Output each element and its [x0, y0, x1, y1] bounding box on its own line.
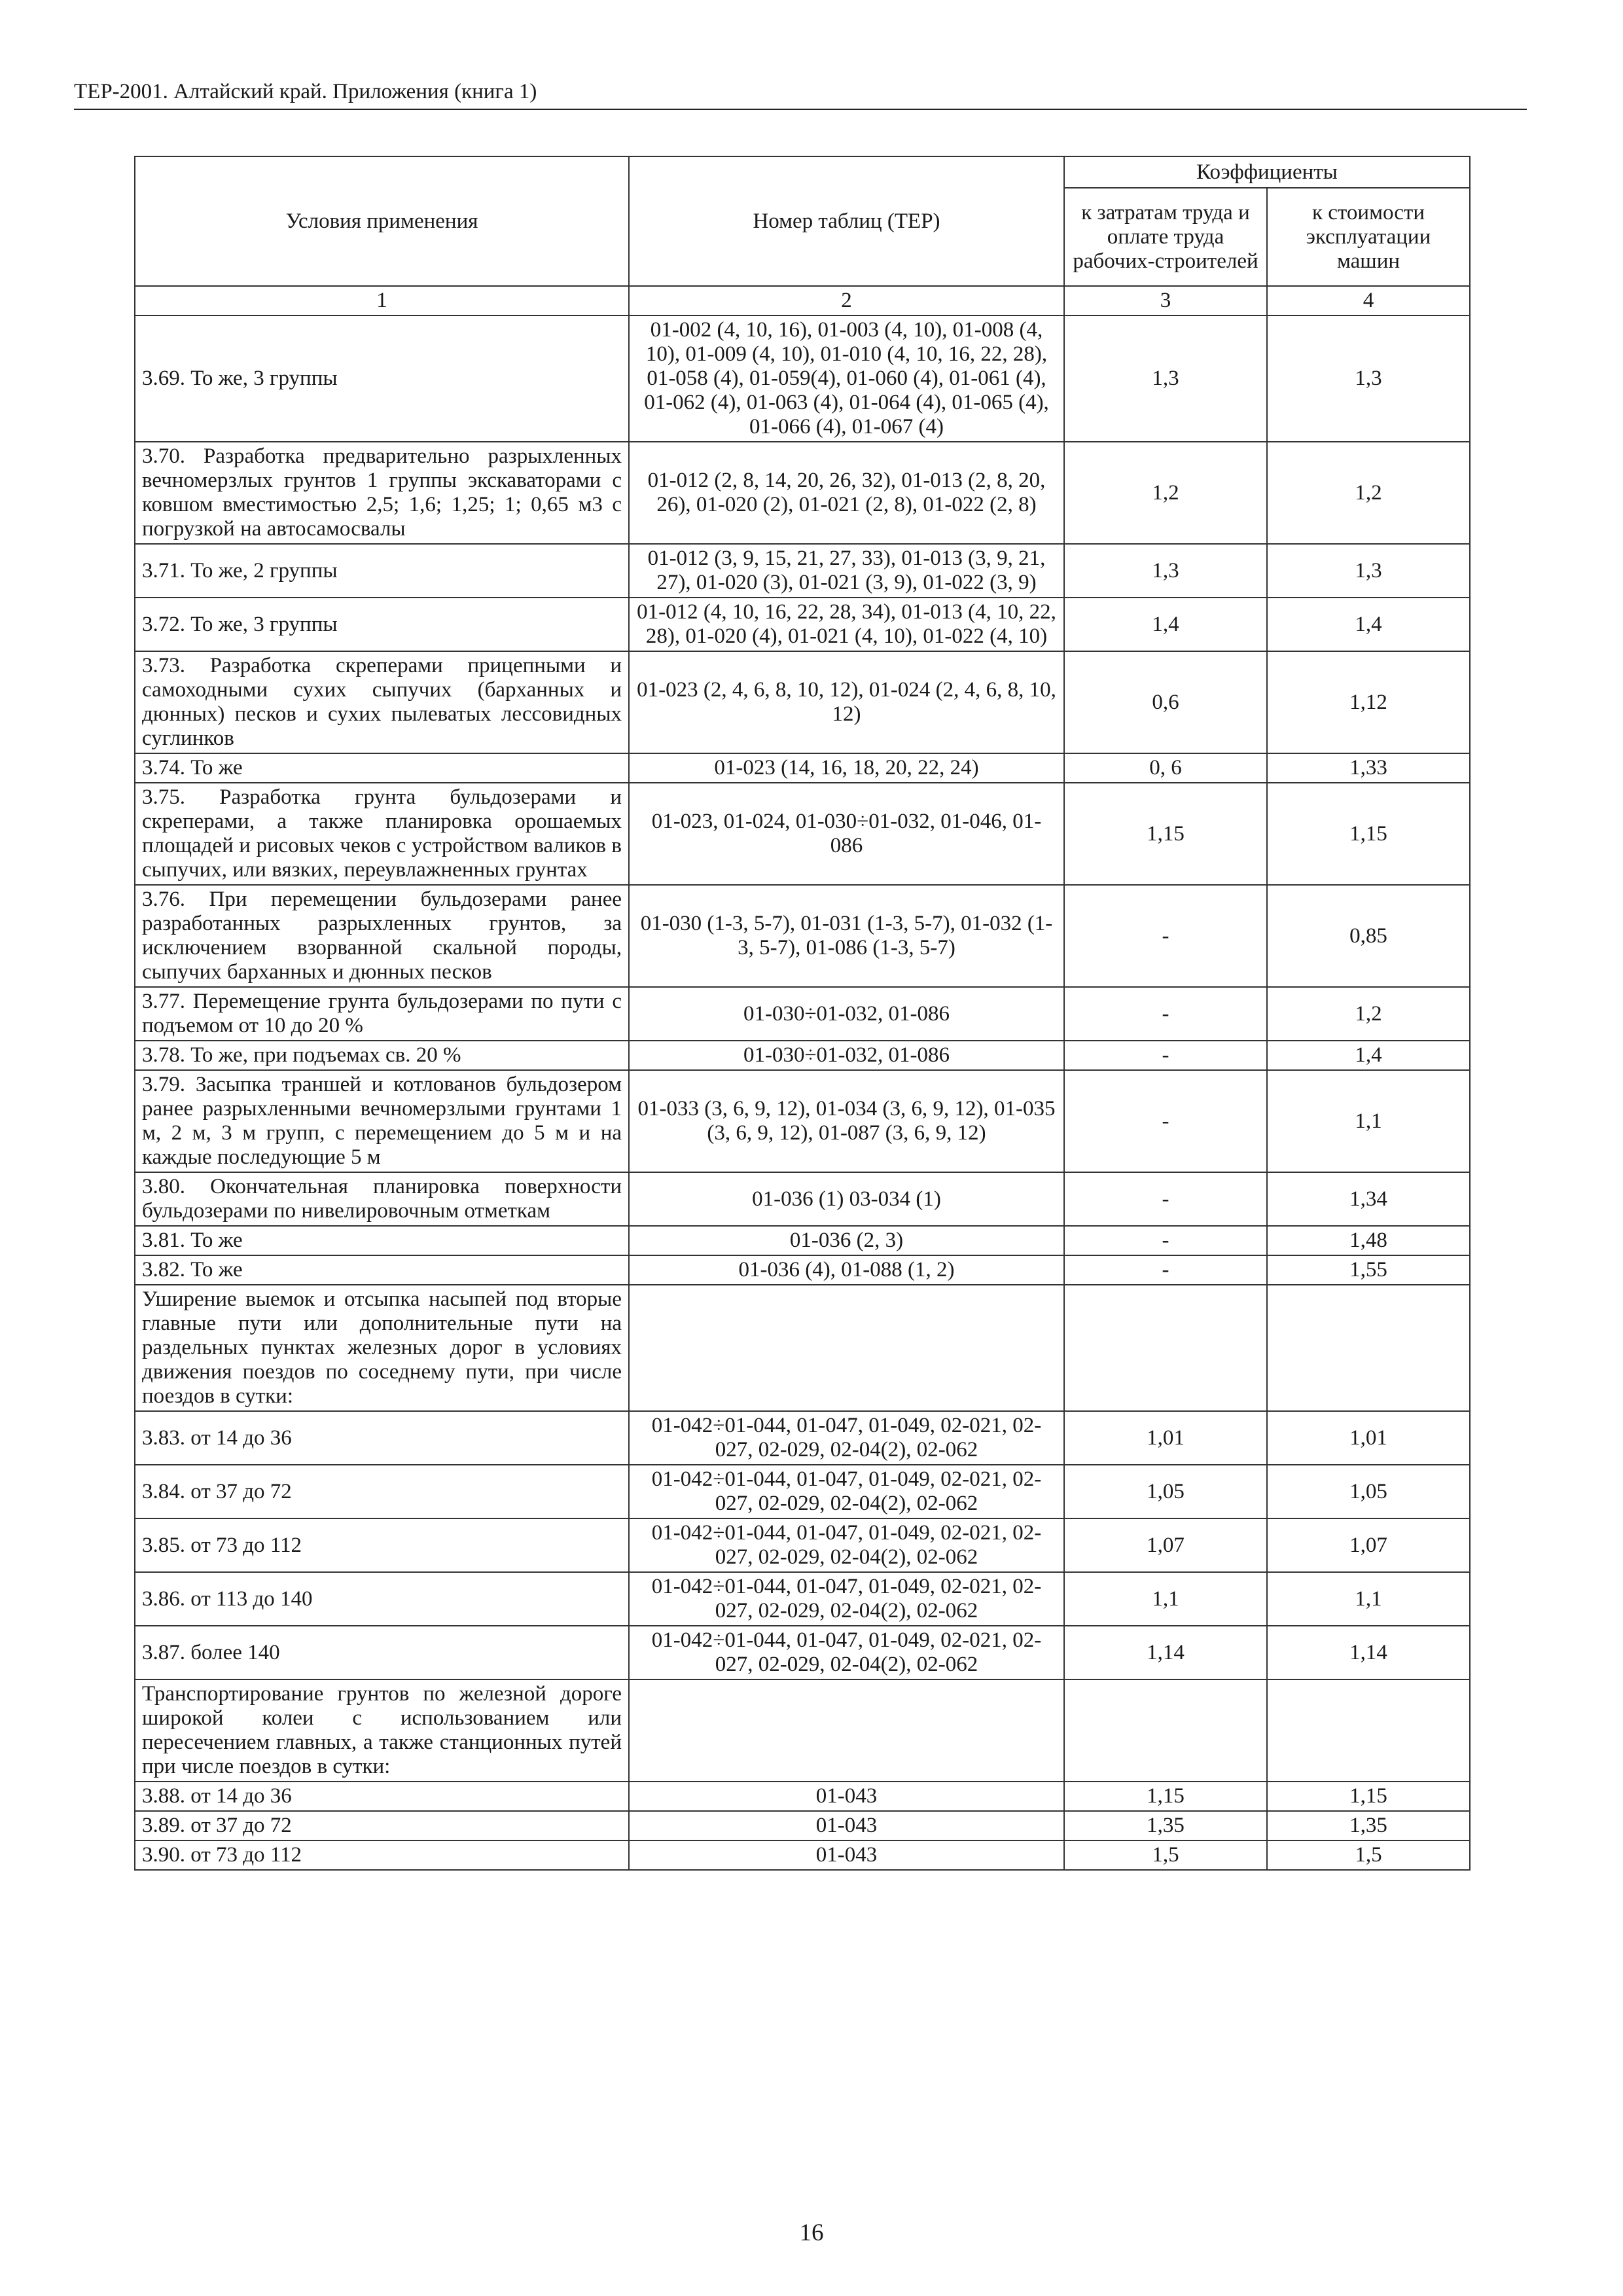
cell-condition: 3.79. Засыпка траншей и котлованов бульдозером ранее разрыхленными вечномерзлыми грунтами 1 м, 2 м, 3 м групп, с перемещением до 5 м и на каждые последующие 5 м — [135, 1070, 629, 1172]
cell-labor-coefficient: - — [1064, 1255, 1267, 1285]
cell-labor-coefficient: 1,15 — [1064, 783, 1267, 885]
table-row — [135, 1226, 1470, 1255]
cell-condition: 3.81. То же — [135, 1226, 629, 1255]
cell-labor-coefficient: 1,14 — [1064, 1626, 1267, 1679]
table-row — [135, 1782, 1470, 1811]
cell-machine-coefficient: 1,2 — [1267, 987, 1470, 1041]
cell-machine-coefficient: 1,48 — [1267, 1226, 1470, 1255]
cell-labor-coefficient: 1,3 — [1064, 544, 1267, 598]
table-row — [135, 1572, 1470, 1626]
cell-labor-coefficient — [1064, 1679, 1267, 1782]
table-row — [135, 598, 1470, 651]
cell-condition: 3.87. более 140 — [135, 1626, 629, 1679]
cell-table-numbers: 01-012 (4, 10, 16, 22, 28, 34), 01-013 (4, 10, 22, 28), 01-020 (4), 01-021 (4, 10), 01-022 (4, 10) — [629, 598, 1064, 651]
table-row — [135, 987, 1470, 1041]
table-row — [135, 1840, 1470, 1870]
cell-labor-coefficient: 1,2 — [1064, 442, 1267, 544]
cell-condition: 3.90. от 73 до 112 — [135, 1840, 629, 1870]
cell-labor-coefficient: - — [1064, 987, 1267, 1041]
cell-machine-coefficient: 1,05 — [1267, 1465, 1470, 1518]
cell-condition: 3.82. То же — [135, 1255, 629, 1285]
cell-condition: 3.88. от 14 до 36 — [135, 1782, 629, 1811]
column-number: 3 — [1064, 286, 1267, 315]
table-row — [135, 651, 1470, 753]
cell-table-numbers: 01-030 (1-3, 5-7), 01-031 (1-3, 5-7), 01-032 (1-3, 5-7), 01-086 (1-3, 5-7) — [629, 885, 1064, 987]
cell-table-numbers: 01-042÷01-044, 01-047, 01-049, 02-021, 02-027, 02-029, 02-04(2), 02-062 — [629, 1465, 1064, 1518]
cell-table-numbers: 01-030÷01-032, 01-086 — [629, 1041, 1064, 1070]
cell-table-numbers: 01-036 (4), 01-088 (1, 2) — [629, 1255, 1064, 1285]
cell-machine-coefficient: 1,4 — [1267, 598, 1470, 651]
page-header: ТЕР-2001. Алтайский край. Приложения (книга 1) — [74, 77, 1527, 110]
table-row — [135, 1518, 1470, 1572]
cell-table-numbers: 01-002 (4, 10, 16), 01-003 (4, 10), 01-008 (4, 10), 01-009 (4, 10), 01-010 (4, 10, 16, 22, 28), 01-058 (4), 01-059(4), 01-060 (4), 01-061 (4), 01-062 (4), 01-063 (4), 01-064 (4), 01-065 (4), 01-066 (4), 01-067 (4) — [629, 315, 1064, 442]
cell-condition: 3.70. Разработка предварительно разрыхленных вечномерзлых грунтов 1 группы экскаваторами с ковшом вместимостью 2,5; 1,6; 1,25; 1; 0,65 м3 с погрузкой на автосамосвалы — [135, 442, 629, 544]
cell-machine-coefficient — [1267, 1285, 1470, 1411]
table-row — [135, 783, 1470, 885]
cell-table-numbers: 01-012 (2, 8, 14, 20, 26, 32), 01-013 (2, 8, 20, 26), 01-020 (2), 01-021 (2, 8), 01-022 (2, 8) — [629, 442, 1064, 544]
cell-labor-coefficient — [1064, 1285, 1267, 1411]
table-row — [135, 885, 1470, 987]
cell-labor-coefficient: 1,1 — [1064, 1572, 1267, 1626]
column-number: 2 — [629, 286, 1064, 315]
cell-machine-coefficient: 0,85 — [1267, 885, 1470, 987]
cell-labor-coefficient: 1,5 — [1064, 1840, 1267, 1870]
cell-condition: 3.76. При перемещении бульдозерами ранее разработанных разрыхленных грунтов, за исключением взорванной скальной породы, сыпучих барханных и дюнных песков — [135, 885, 629, 987]
cell-table-numbers: 01-030÷01-032, 01-086 — [629, 987, 1064, 1041]
cell-machine-coefficient: 1,2 — [1267, 442, 1470, 544]
cell-machine-coefficient — [1267, 1679, 1470, 1782]
header-machines: к стоимости эксплуатации машин — [1267, 188, 1470, 286]
table-row — [135, 1811, 1470, 1840]
coefficients-table — [134, 156, 1471, 1871]
cell-machine-coefficient: 1,5 — [1267, 1840, 1470, 1870]
cell-labor-coefficient: - — [1064, 885, 1267, 987]
cell-machine-coefficient: 1,15 — [1267, 783, 1470, 885]
cell-table-numbers: 01-043 — [629, 1782, 1064, 1811]
cell-machine-coefficient: 1,55 — [1267, 1255, 1470, 1285]
table-row — [135, 1172, 1470, 1226]
cell-condition: 3.71. То же, 2 группы — [135, 544, 629, 598]
cell-labor-coefficient: - — [1064, 1172, 1267, 1226]
cell-machine-coefficient: 1,4 — [1267, 1041, 1470, 1070]
cell-machine-coefficient: 1,34 — [1267, 1172, 1470, 1226]
cell-machine-coefficient: 1,1 — [1267, 1572, 1470, 1626]
cell-condition: 3.69. То же, 3 группы — [135, 315, 629, 442]
table-row — [135, 442, 1470, 544]
cell-condition: 3.77. Перемещение грунта бульдозерами по пути с подъемом от 10 до 20 % — [135, 987, 629, 1041]
cell-condition: 3.83. от 14 до 36 — [135, 1411, 629, 1465]
cell-labor-coefficient: 0, 6 — [1064, 753, 1267, 783]
cell-condition: 3.78. То же, при подъемах св. 20 % — [135, 1041, 629, 1070]
cell-table-numbers: 01-042÷01-044, 01-047, 01-049, 02-021, 02-027, 02-029, 02-04(2), 02-062 — [629, 1518, 1064, 1572]
header-labor: к затратам труда и оплате труда рабочих-строителей — [1064, 188, 1267, 286]
cell-machine-coefficient: 1,33 — [1267, 753, 1470, 783]
table-row — [135, 1255, 1470, 1285]
page-number: 16 — [799, 2219, 824, 2246]
cell-machine-coefficient: 1,12 — [1267, 651, 1470, 753]
cell-table-numbers: 01-023 (2, 4, 6, 8, 10, 12), 01-024 (2, 4, 6, 8, 10, 12) — [629, 651, 1064, 753]
cell-table-numbers: 01-012 (3, 9, 15, 21, 27, 33), 01-013 (3, 9, 21, 27), 01-020 (3), 01-021 (3, 9), 01-022 (3, 9) — [629, 544, 1064, 598]
table-row — [135, 1285, 1470, 1411]
table-row — [135, 1411, 1470, 1465]
cell-labor-coefficient: 0,6 — [1064, 651, 1267, 753]
cell-condition: 3.85. от 73 до 112 — [135, 1518, 629, 1572]
cell-machine-coefficient: 1,3 — [1267, 315, 1470, 442]
cell-labor-coefficient: 1,35 — [1064, 1811, 1267, 1840]
cell-table-numbers: 01-042÷01-044, 01-047, 01-049, 02-021, 02-027, 02-029, 02-04(2), 02-062 — [629, 1411, 1064, 1465]
column-number: 1 — [135, 286, 629, 315]
cell-labor-coefficient: - — [1064, 1226, 1267, 1255]
cell-table-numbers: 01-023 (14, 16, 18, 20, 22, 24) — [629, 753, 1064, 783]
cell-condition: 3.74. То же — [135, 753, 629, 783]
cell-table-numbers — [629, 1285, 1064, 1411]
table-row — [135, 315, 1470, 442]
cell-machine-coefficient: 1,35 — [1267, 1811, 1470, 1840]
cell-table-numbers: 01-033 (3, 6, 9, 12), 01-034 (3, 6, 9, 12), 01-035 (3, 6, 9, 12), 01-087 (3, 6, 9, 12) — [629, 1070, 1064, 1172]
header-coefficients: Коэффициенты — [1064, 156, 1470, 188]
cell-labor-coefficient: 1,3 — [1064, 315, 1267, 442]
cell-condition: 3.80. Окончательная планировка поверхности бульдозерами по нивелировочным отметкам — [135, 1172, 629, 1226]
cell-table-numbers: 01-043 — [629, 1840, 1064, 1870]
cell-table-numbers: 01-036 (2, 3) — [629, 1226, 1064, 1255]
cell-condition: 3.86. от 113 до 140 — [135, 1572, 629, 1626]
cell-labor-coefficient: 1,07 — [1064, 1518, 1267, 1572]
cell-condition: Уширение выемок и отсыпка насыпей под вторые главные пути или дополнительные пути на раздельных пунктах железных дорог в условиях движения поездов по соседнему пути, при числе поездов в сутки: — [135, 1285, 629, 1411]
table-row — [135, 544, 1470, 598]
table-row — [135, 1465, 1470, 1518]
table-row — [135, 1679, 1470, 1782]
cell-labor-coefficient: 1,15 — [1064, 1782, 1267, 1811]
cell-condition: Транспортирование грунтов по железной дороге широкой колеи с использованием или пересечением главных, а также станционных путей при числе поездов в сутки: — [135, 1679, 629, 1782]
cell-machine-coefficient: 1,07 — [1267, 1518, 1470, 1572]
cell-labor-coefficient: - — [1064, 1070, 1267, 1172]
header-conditions: Условия применения — [135, 156, 629, 286]
column-number: 4 — [1267, 286, 1470, 315]
column-number-row — [135, 286, 1470, 315]
cell-machine-coefficient: 1,14 — [1267, 1626, 1470, 1679]
cell-table-numbers: 01-042÷01-044, 01-047, 01-049, 02-021, 02-027, 02-029, 02-04(2), 02-062 — [629, 1572, 1064, 1626]
cell-table-numbers — [629, 1679, 1064, 1782]
header-table-numbers: Номер таблиц (ТЕР) — [629, 156, 1064, 286]
table-row — [135, 1626, 1470, 1679]
cell-labor-coefficient: 1,01 — [1064, 1411, 1267, 1465]
cell-machine-coefficient: 1,3 — [1267, 544, 1470, 598]
table-row — [135, 1041, 1470, 1070]
cell-labor-coefficient: 1,05 — [1064, 1465, 1267, 1518]
cell-table-numbers: 01-036 (1) 03-034 (1) — [629, 1172, 1064, 1226]
cell-machine-coefficient: 1,1 — [1267, 1070, 1470, 1172]
cell-condition: 3.89. от 37 до 72 — [135, 1811, 629, 1840]
cell-table-numbers: 01-042÷01-044, 01-047, 01-049, 02-021, 02-027, 02-029, 02-04(2), 02-062 — [629, 1626, 1064, 1679]
cell-labor-coefficient: - — [1064, 1041, 1267, 1070]
cell-table-numbers: 01-043 — [629, 1811, 1064, 1840]
cell-table-numbers: 01-023, 01-024, 01-030÷01-032, 01-046, 01-086 — [629, 783, 1064, 885]
table-body — [135, 315, 1470, 1870]
header-row — [135, 156, 1470, 188]
cell-machine-coefficient: 1,01 — [1267, 1411, 1470, 1465]
cell-condition: 3.84. от 37 до 72 — [135, 1465, 629, 1518]
cell-labor-coefficient: 1,4 — [1064, 598, 1267, 651]
cell-condition: 3.72. То же, 3 группы — [135, 598, 629, 651]
cell-condition: 3.73. Разработка скреперами прицепными и самоходными сухих сыпучих (барханных и дюнных) песков и сухих пылеватых лессовидных суглинков — [135, 651, 629, 753]
table-row — [135, 1070, 1470, 1172]
table-row — [135, 753, 1470, 783]
cell-condition: 3.75. Разработка грунта бульдозерами и скреперами, а также планировка орошаемых площадей и рисовых чеков с устройством валиков в сыпучих, или вязких, переувлажненных грунтах — [135, 783, 629, 885]
cell-machine-coefficient: 1,15 — [1267, 1782, 1470, 1811]
